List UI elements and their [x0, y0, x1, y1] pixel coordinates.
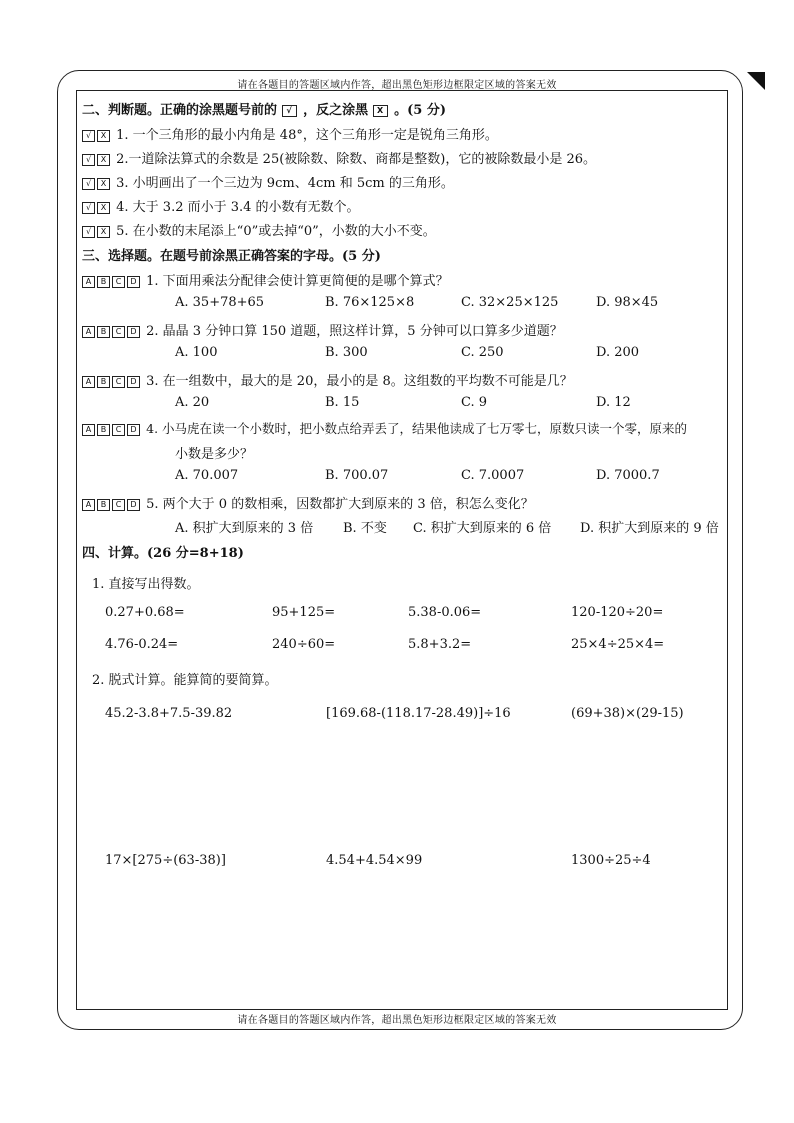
judge-item-5: √ X 5. 在小数的末尾添上“0”或去掉“0”，小数的大小不变。 [82, 220, 436, 239]
no-bubble[interactable]: X [97, 226, 110, 238]
oral-problem: 95+125= [272, 605, 336, 620]
option-a: A. 70.007 [175, 468, 239, 483]
judge-item-2: √ X 2.一道除法算式的余数是 25(被除数、除数、商都是整数)，它的被除数最小是 26。 [82, 148, 596, 167]
option-b: B. 76×125×8 [325, 295, 415, 310]
choice-bubble-d[interactable]: D [127, 499, 140, 511]
judge-item-4: √ X 4. 大于 3.2 而小于 3.4 的小数有无数个。 [82, 196, 360, 215]
no-bubble[interactable]: X [97, 130, 110, 142]
written-calc-title: 2. 脱式计算。能算简的要简算。 [92, 673, 278, 688]
choice-question-5: A B C D 5. 两个大于 0 的数相乘，因数都扩大到原来的 3 倍，积怎么变化？ [82, 493, 534, 512]
choice-bubble-a[interactable]: A [82, 376, 95, 388]
option-d: D. 积扩大到原来的 9 倍 [580, 521, 719, 536]
choice-question-4: A B C D 4. 小马虎在读一个小数时，把小数点给弄丢了，结果他读成了七万零七，原数只读一个零，原来的 [82, 419, 687, 437]
judge-section-title: 二、判断题。正确的涂黑题号前的 √ ，反之涂黑 X 。(5 分) [82, 103, 447, 118]
choice-bubble-d[interactable]: D [127, 276, 140, 288]
option-d: D. 7000.7 [596, 468, 660, 483]
choice-bubble-a[interactable]: A [82, 424, 95, 436]
option-a: A. 20 [175, 395, 210, 410]
yes-bubble[interactable]: √ [82, 226, 95, 238]
written-problem: 45.2-3.8+7.5-39.82 [105, 706, 233, 721]
option-c: C. 250 [461, 345, 504, 360]
choice-bubble-c[interactable]: C [112, 276, 125, 288]
choice-section-title: 三、选择题。在题号前涂黑正确答案的字母。(5 分) [82, 249, 381, 264]
yes-bubble[interactable]: √ [82, 202, 95, 214]
choice-bubble-a[interactable]: A [82, 499, 95, 511]
choice-bubble-b[interactable]: B [97, 276, 110, 288]
oral-problem: 5.38-0.06= [408, 605, 482, 620]
choice-bubble-c[interactable]: C [112, 424, 125, 436]
yes-bubble[interactable]: √ [82, 154, 95, 166]
choice-bubble-a[interactable]: A [82, 276, 95, 288]
no-bubble[interactable]: X [97, 178, 110, 190]
option-a: A. 积扩大到原来的 3 倍 [175, 521, 314, 536]
choice-bubble-d[interactable]: D [127, 424, 140, 436]
option-b: B. 不变 [343, 521, 387, 536]
option-c: C. 32×25×125 [461, 295, 559, 310]
choice-bubble-c[interactable]: C [112, 376, 125, 388]
no-bubble[interactable]: X [97, 154, 110, 166]
oral-problem: 240÷60= [272, 637, 336, 652]
written-problem: (69+38)×(29-15) [571, 706, 684, 721]
option-c: C. 9 [461, 395, 488, 410]
option-a: A. 35+78+65 [175, 295, 265, 310]
choice-question-1: A B C D 1. 下面用乘法分配律会使计算更简便的是哪个算式？ [82, 270, 449, 289]
choice-question-3: A B C D 3. 在一组数中，最大的是 20，最小的是 8。这组数的平均数不可能是几？ [82, 370, 573, 389]
written-problem: 17×[275÷(63-38)] [105, 853, 226, 868]
choice-question-2: A B C D 2. 晶晶 3 分钟口算 150 道题，照这样计算，5 分钟可以口算多少道题？ [82, 320, 563, 339]
option-d: D. 200 [596, 345, 640, 360]
choice-bubble-d[interactable]: D [127, 326, 140, 338]
choice-bubble-d[interactable]: D [127, 376, 140, 388]
example-no-box: X [373, 105, 388, 117]
written-problem: 4.54+4.54×99 [326, 853, 423, 868]
example-yes-box: √ [282, 105, 297, 117]
bottom-notice: 请在各题目的答题区域内作答，超出黑色矩形边框限定区域的答案无效 [237, 1015, 557, 1026]
oral-problem: 0.27+0.68= [105, 605, 185, 620]
option-a: A. 100 [175, 345, 218, 360]
judge-item-1: √ X 1. 一个三角形的最小内角是 48°，这个三角形一定是锐角三角形。 [82, 124, 498, 143]
oral-problem: 25×4÷25×4= [571, 637, 665, 652]
choice-bubble-a[interactable]: A [82, 326, 95, 338]
choice-bubble-b[interactable]: B [97, 376, 110, 388]
option-b: B. 300 [325, 345, 368, 360]
written-problem: 1300÷25÷4 [571, 853, 651, 868]
yes-bubble[interactable]: √ [82, 130, 95, 142]
oral-problem: 5.8+3.2= [408, 637, 472, 652]
choice-bubble-c[interactable]: C [112, 326, 125, 338]
yes-bubble[interactable]: √ [82, 178, 95, 190]
top-notice: 请在各题目的答题区域内作答，超出黑色矩形边框限定区域的答案无效 [237, 80, 557, 91]
option-b: B. 15 [325, 395, 360, 410]
option-d: D. 98×45 [596, 295, 659, 310]
option-c: C. 积扩大到原来的 6 倍 [413, 521, 552, 536]
option-d: D. 12 [596, 395, 631, 410]
choice-question-4-continued: 小数是多少？ [175, 447, 254, 462]
oral-problem: 4.76-0.24= [105, 637, 179, 652]
oral-calc-title: 1. 直接写出得数。 [92, 577, 200, 592]
option-c: C. 7.0007 [461, 468, 525, 483]
calc-section-title: 四、计算。(26 分=8+18) [82, 546, 244, 561]
choice-bubble-b[interactable]: B [97, 326, 110, 338]
option-b: B. 700.07 [325, 468, 389, 483]
choice-bubble-b[interactable]: B [97, 499, 110, 511]
oral-problem: 120-120÷20= [571, 605, 664, 620]
judge-item-3: √ X 3. 小明画出了一个三边为 9cm、4cm 和 5cm 的三角形。 [82, 172, 454, 191]
no-bubble[interactable]: X [97, 202, 110, 214]
choice-bubble-b[interactable]: B [97, 424, 110, 436]
choice-bubble-c[interactable]: C [112, 499, 125, 511]
written-problem: [169.68-(118.17-28.49)]÷16 [326, 706, 511, 721]
